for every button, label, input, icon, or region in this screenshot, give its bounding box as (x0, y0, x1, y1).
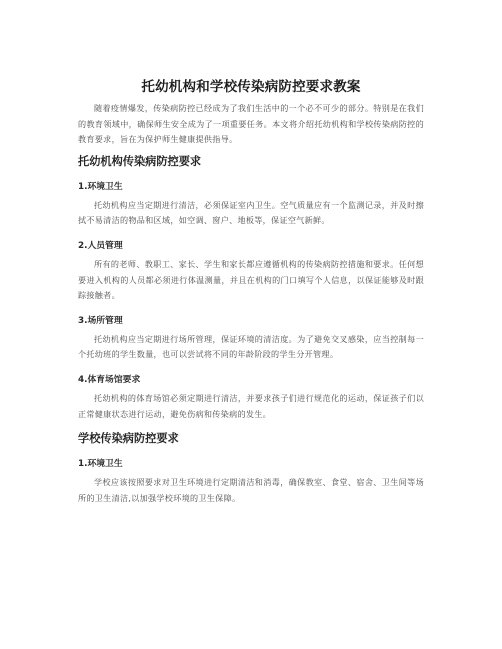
subsection-text-school-environment: 学校应该按照要求对卫生环境进行定期清洁和消毒，确保教室、食堂、宿舍、卫生间等场所的卫生清洁,以加强学校环境的卫生保障。 (78, 477, 424, 503)
section-title-kindergarten: 托幼机构传染病防控要求 (78, 154, 202, 168)
subsection-text-sports: 托幼机构的体育场馆必须定期进行清洁，并要求孩子们进行规范化的运动，保证孩子们以正常健康状态进行运动，避免伤病和传染病的发生。 (78, 392, 424, 419)
subsection-text-personnel: 所有的老师、教职工、家长、学生和家长都应遵循机构的传染病防控措施和要求。任何想要进入机构的人员都必须进行体温测量，并且在机构的门口填写个人信息，以保证能够及时跟踪接触者。 (78, 258, 424, 301)
intro-paragraph: 随着疫情爆发，传染病防控已经成为了我们生活中的一个必不可少的部分。特别是在我们的教育领域中，确保师生安全成为了一项重要任务。本文将介绍托幼机构和学校传染病防控的教育要求，旨在为保护师生健康提供指导。 (78, 103, 424, 145)
subsection-title-venue: 3.场所管理 (78, 315, 123, 326)
subsection-text-venue: 托幼机构应当定期进行场所管理，保证环境的清洁度。为了避免交叉感染，应当控制每一个托幼班的学生数量，也可以尝试将不同的年龄阶段的学生分开管理。 (78, 333, 424, 360)
subsection-title-sports: 4.体育场馆要求 (78, 374, 141, 385)
subsection-title-school-environment: 1.环境卫生 (78, 459, 123, 470)
subsection-text-environment: 托幼机构应当定期进行清洁，必须保证室内卫生。空气质量应有一个监测记录，并及时擦拭不易清洁的物品和区域，如空调、窗户、地板等，保证空气新鲜。 (78, 199, 424, 226)
subsection-title-personnel: 2.人员管理 (78, 240, 123, 251)
section-title-school: 学校传染病防控要求 (78, 432, 179, 446)
document-title: 托幼机构和学校传染病防控要求教案 (141, 79, 361, 95)
subsection-title-environment: 1.环境卫生 (78, 181, 123, 192)
